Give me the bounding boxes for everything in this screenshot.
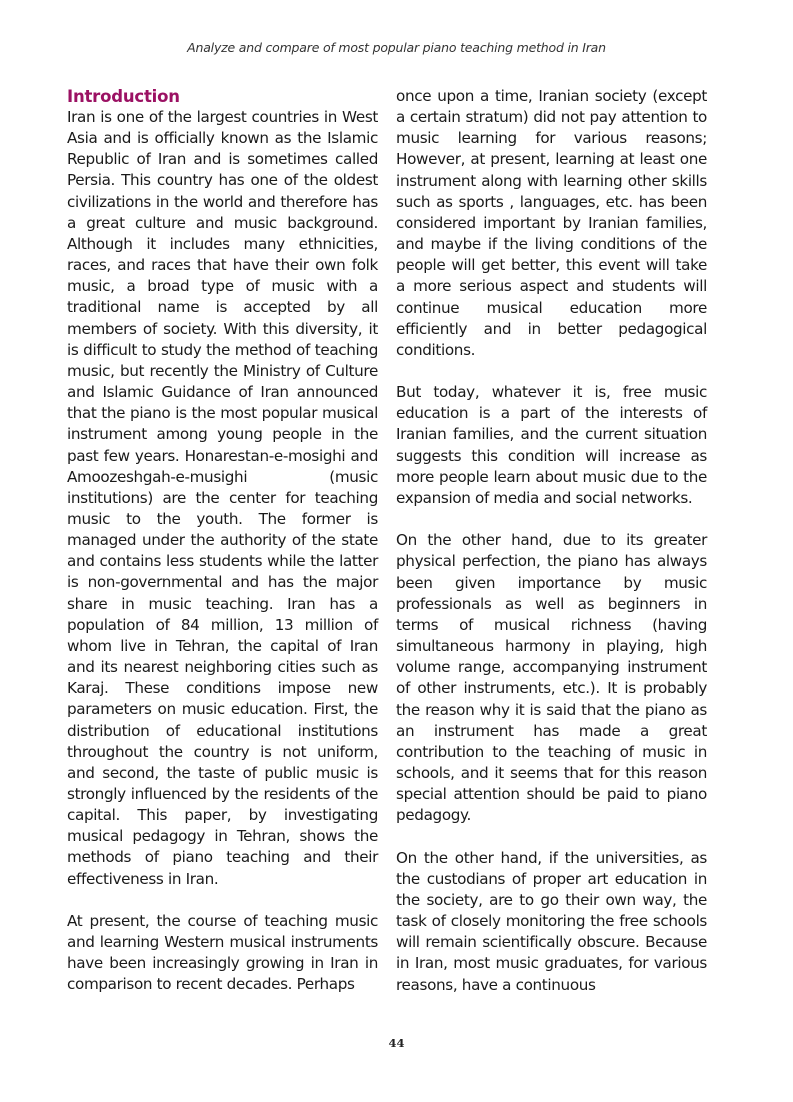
section-heading-introduction: Introduction — [67, 87, 180, 106]
paragraph: On the other hand, due to its greater physical perfection, the piano has always been given importance by music professionals as well as beginners in terms of musical richness (having simultaneous harmony in playing, high volume range, accompanying instrument of other instruments, etc.). It is probably the reason why it is said that the piano as an instrument has made a great contribution to the teaching of music in schools, and it seems that for this reason special attention should be paid to piano pedagogy. — [396, 531, 707, 825]
right-column — [396, 86, 707, 996]
paragraph: once upon a time, Iranian society (except a certain stratum) did not pay attention to music learning for various reasons; However, at present, learning at least one instrument along with learning other skills such as sports , languages, etc. has been considered important by Iranian families, and maybe if the living conditions of the people will get better, this event will take a more serious aspect and students will continue musical education more efficiently and in better pedagogical conditions. — [396, 87, 707, 359]
paragraph: At present, the course of teaching music and learning Western musical instruments have been increasingly growing in Iran in comparison to recent decades. Perhaps — [67, 911, 378, 994]
left-column — [67, 86, 378, 996]
paragraph: On the other hand, if the universities, as the custodians of proper art education in the society, are to go their own way, the task of closely monitoring the free schools will remain scientifically obscure. Because in Iran, most music graduates, for various reasons, have a continuous — [396, 848, 707, 994]
running-header: Analyze and compare of most popular piano teaching method in Iran — [187, 40, 606, 55]
paragraph: Iran is one of the largest countries in West Asia and is officially known as the Islamic Republic of Iran and is sometimes called Persia. This country has one of the oldest civilizations in the world and therefore has a great culture and music background. Although it includes many ethnicities, races, and races that have their own folk music, a broad type of music with a traditional name is accepted by all members of society. With this diversity, it is difficult to study the method of teaching music, but recently the Ministry of Culture and Islamic Guidance of Iran announced that the piano is the most popular musical instrument among young people in the past few years. Honarestan-e-mosighi and Amoozeshgah-e-musighi (music institutions) are the center for teaching music to the youth. The former is managed under the authority of the state and contains less students while the latter is non-governmental and has the major share in music teaching. Iran has a population of 84 million, 13 million of whom live in Tehran, the capital of Iran and its nearest neighboring cities such as Karaj. These conditions impose new parameters on music education. First, the distribution of educational institutions throughout the country is not uniform, and second, the taste of public music is strongly influenced by the residents of the capital. This paper, by investigating musical pedagogy in Tehran, shows the methods of piano teaching and their effectiveness in Iran. — [67, 108, 378, 888]
page-number: 44 — [388, 1036, 405, 1050]
paragraph: But today, whatever it is, free music education is a part of the interests of Iranian families, and the current situation suggests this condition will increase as more people learn about music due to the expansion of media and social networks. — [396, 383, 707, 507]
